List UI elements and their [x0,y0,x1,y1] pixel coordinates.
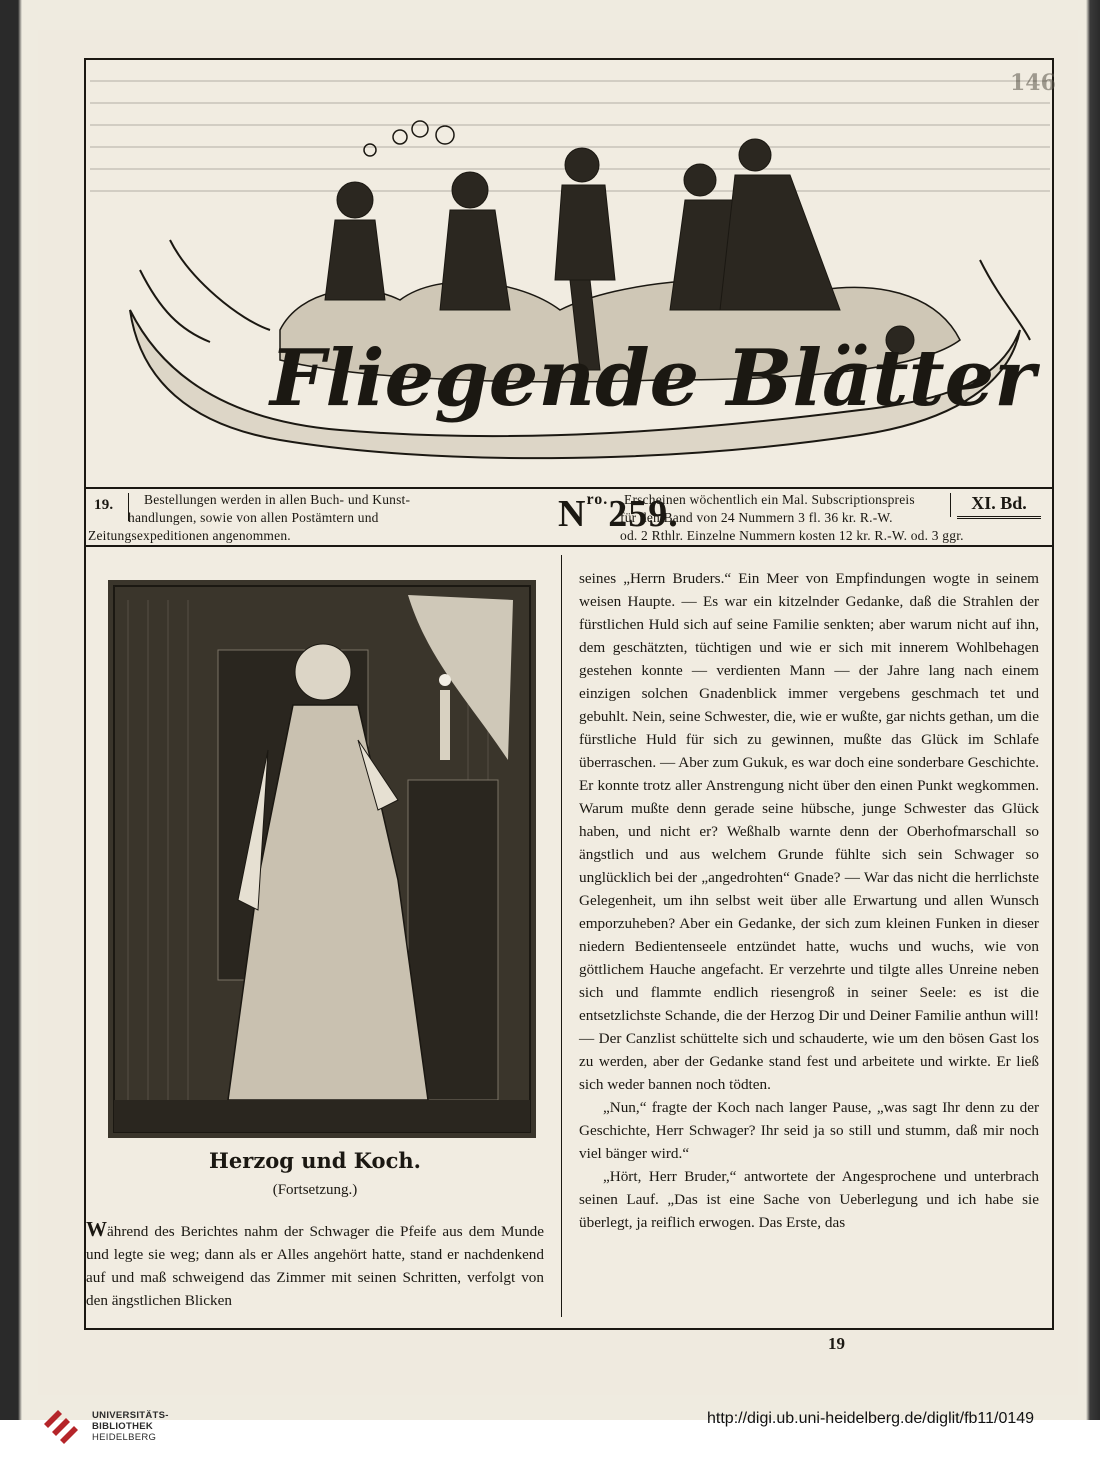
library-line: HEIDELBERG [92,1432,157,1443]
article-title: Herzog und Koch. [209,1148,421,1173]
publication-text-line1: Erscheinen wöchentlich ein Mal. Subscriptionspreis [624,492,915,507]
masthead-svg [100,80,1040,490]
dropcap: W [86,1217,107,1241]
article-paragraph: ährend des Berichtes nahm der Schwager die Pfeife aus dem Munde und legte sie weg; dann als er Alles angehört hatte, stand er nachdenkend auf und maß schweigend das Zimmer mit seinen Schritten, verfolgt von den ängstlichen Blicken [86,1223,544,1309]
article-paragraph: „Nun,“ fragte der Koch nach langer Pause, „was sagt Ihr denn zu der Geschichte, Herr Schwager? Ihr seid ja so still und stumm, daß mir noch viel bänger wird.“ [579,1099,1039,1162]
publication-text-line2: für den Band von 24 Nummern 3 fl. 36 kr. R.-W. [620,510,893,525]
issue-sup: ro. [586,491,609,508]
subscription-text-line1: Bestellungen werden in allen Buch- und Kunst- [144,492,411,507]
issue-prefix: N [558,493,587,535]
masthead-title: Fliegende Blätter [270,333,1036,424]
article-column-right [579,567,1039,1234]
issue-value: 259. [608,493,679,535]
column-divider [561,555,562,1317]
volume-label: XI. Bd. [950,493,1047,517]
article-column-left [86,1218,544,1312]
article-paragraph: seines „Herrn Bruders.“ Ein Meer von Empfindungen wogte in seinem weisen Haupte. — Es war ein kitzelnder Gedanke, daß die Strahlen der fürstlichen Huld sich auf seine Familie senkten; aber warum nicht auf ihn, dem geschätzten, tüchtigen und wie er sich mit innerem Wohlbehagen gestehen konnte — verdienten Mann — der Jahre lang nach einem einzigen solchen Gnadenblick immer vergebens geschmach tet und gebuhlt. Nein, seine Schwester, die, wie er wußte, gar nichts gethan, um die fürstliche Huld für sich zu gewinnen, mußte das Glück im Schlafe überraschen. — Aber zum Gukuk, es war doch eine sonderbare Geschichte. Er konnte trotz aller Anstrengung nicht über den einen Punkt wegkommen. Warum mußte denn gerade seine hübsche, junge Schwester das Glück haben, und nicht er? Weßhalb warnte denn der Oberhofmarschall so ängstlich und aus welchem Grunde fühlte sich sein Schwager so unglücklich bei der „angedrohten“ Gnade? — War das nicht die herrlichste Gelegenheit, um ihn selbst weit über alle Erwartung und allen Wunsch emporzuheben? Aber ein Gedanke, der sich zum kleinen Funken in dieser niedern Bedientenseele entzündet hatte, wuchs und wuchs, wie von göttlichem Hauche angefacht. Er verzehrte und tilgte alles Unreine neben sich und flammte endlich riesengroß in seiner Seele: es ist die entsetzlichste Schande, die der Herzog Dir und Deiner Familie anthun will! — Der Canzlist schüttelte sich und schauderte, wie um den bösen Gast los zu werden, aber der Gedanke stand fest und arbeitete und wirkte. Er ließ sich weder bannen noch tödten. [579,570,1039,1093]
masthead-illustration [100,80,1040,490]
library-name [92,1410,169,1443]
engraving-svg [108,580,536,1138]
article-illustration [108,580,536,1138]
library-line: UNIVERSITÄTS- [92,1410,169,1421]
subscription-text-line2: handlungen, sowie von allen Postämtern und [128,510,379,525]
library-line: BIBLIOTHEK [92,1421,154,1432]
source-url-link[interactable]: http://digi.ub.uni-heidelberg.de/diglit/fb11/0149 [707,1410,1035,1427]
subscription-text-line3: Zeitungsexpeditionen angenommen. [88,528,291,543]
article-subtitle: (Fortsetzung.) [272,1182,358,1198]
article-paragraph: „Hört, Herr Bruder,“ antwortete der Angesprochene und unterbrach seinen Lauf. „Das ist eine Sache von Ueberlegung und ich habe sie überlegt, ja reiflich erwogen. Das Erste, das [579,1168,1039,1231]
year-number: 19. [94,497,114,513]
page-number: 19 [828,1334,845,1353]
publication-text-line3: od. 2 Rthlr. Einzelne Nummern kosten 12 kr. R.-W. od. 3 ggr. [620,528,964,543]
bleed-page-number: 146 [1010,70,1056,96]
issue-info-bar [86,487,1052,547]
library-logo-icon [40,1402,82,1444]
